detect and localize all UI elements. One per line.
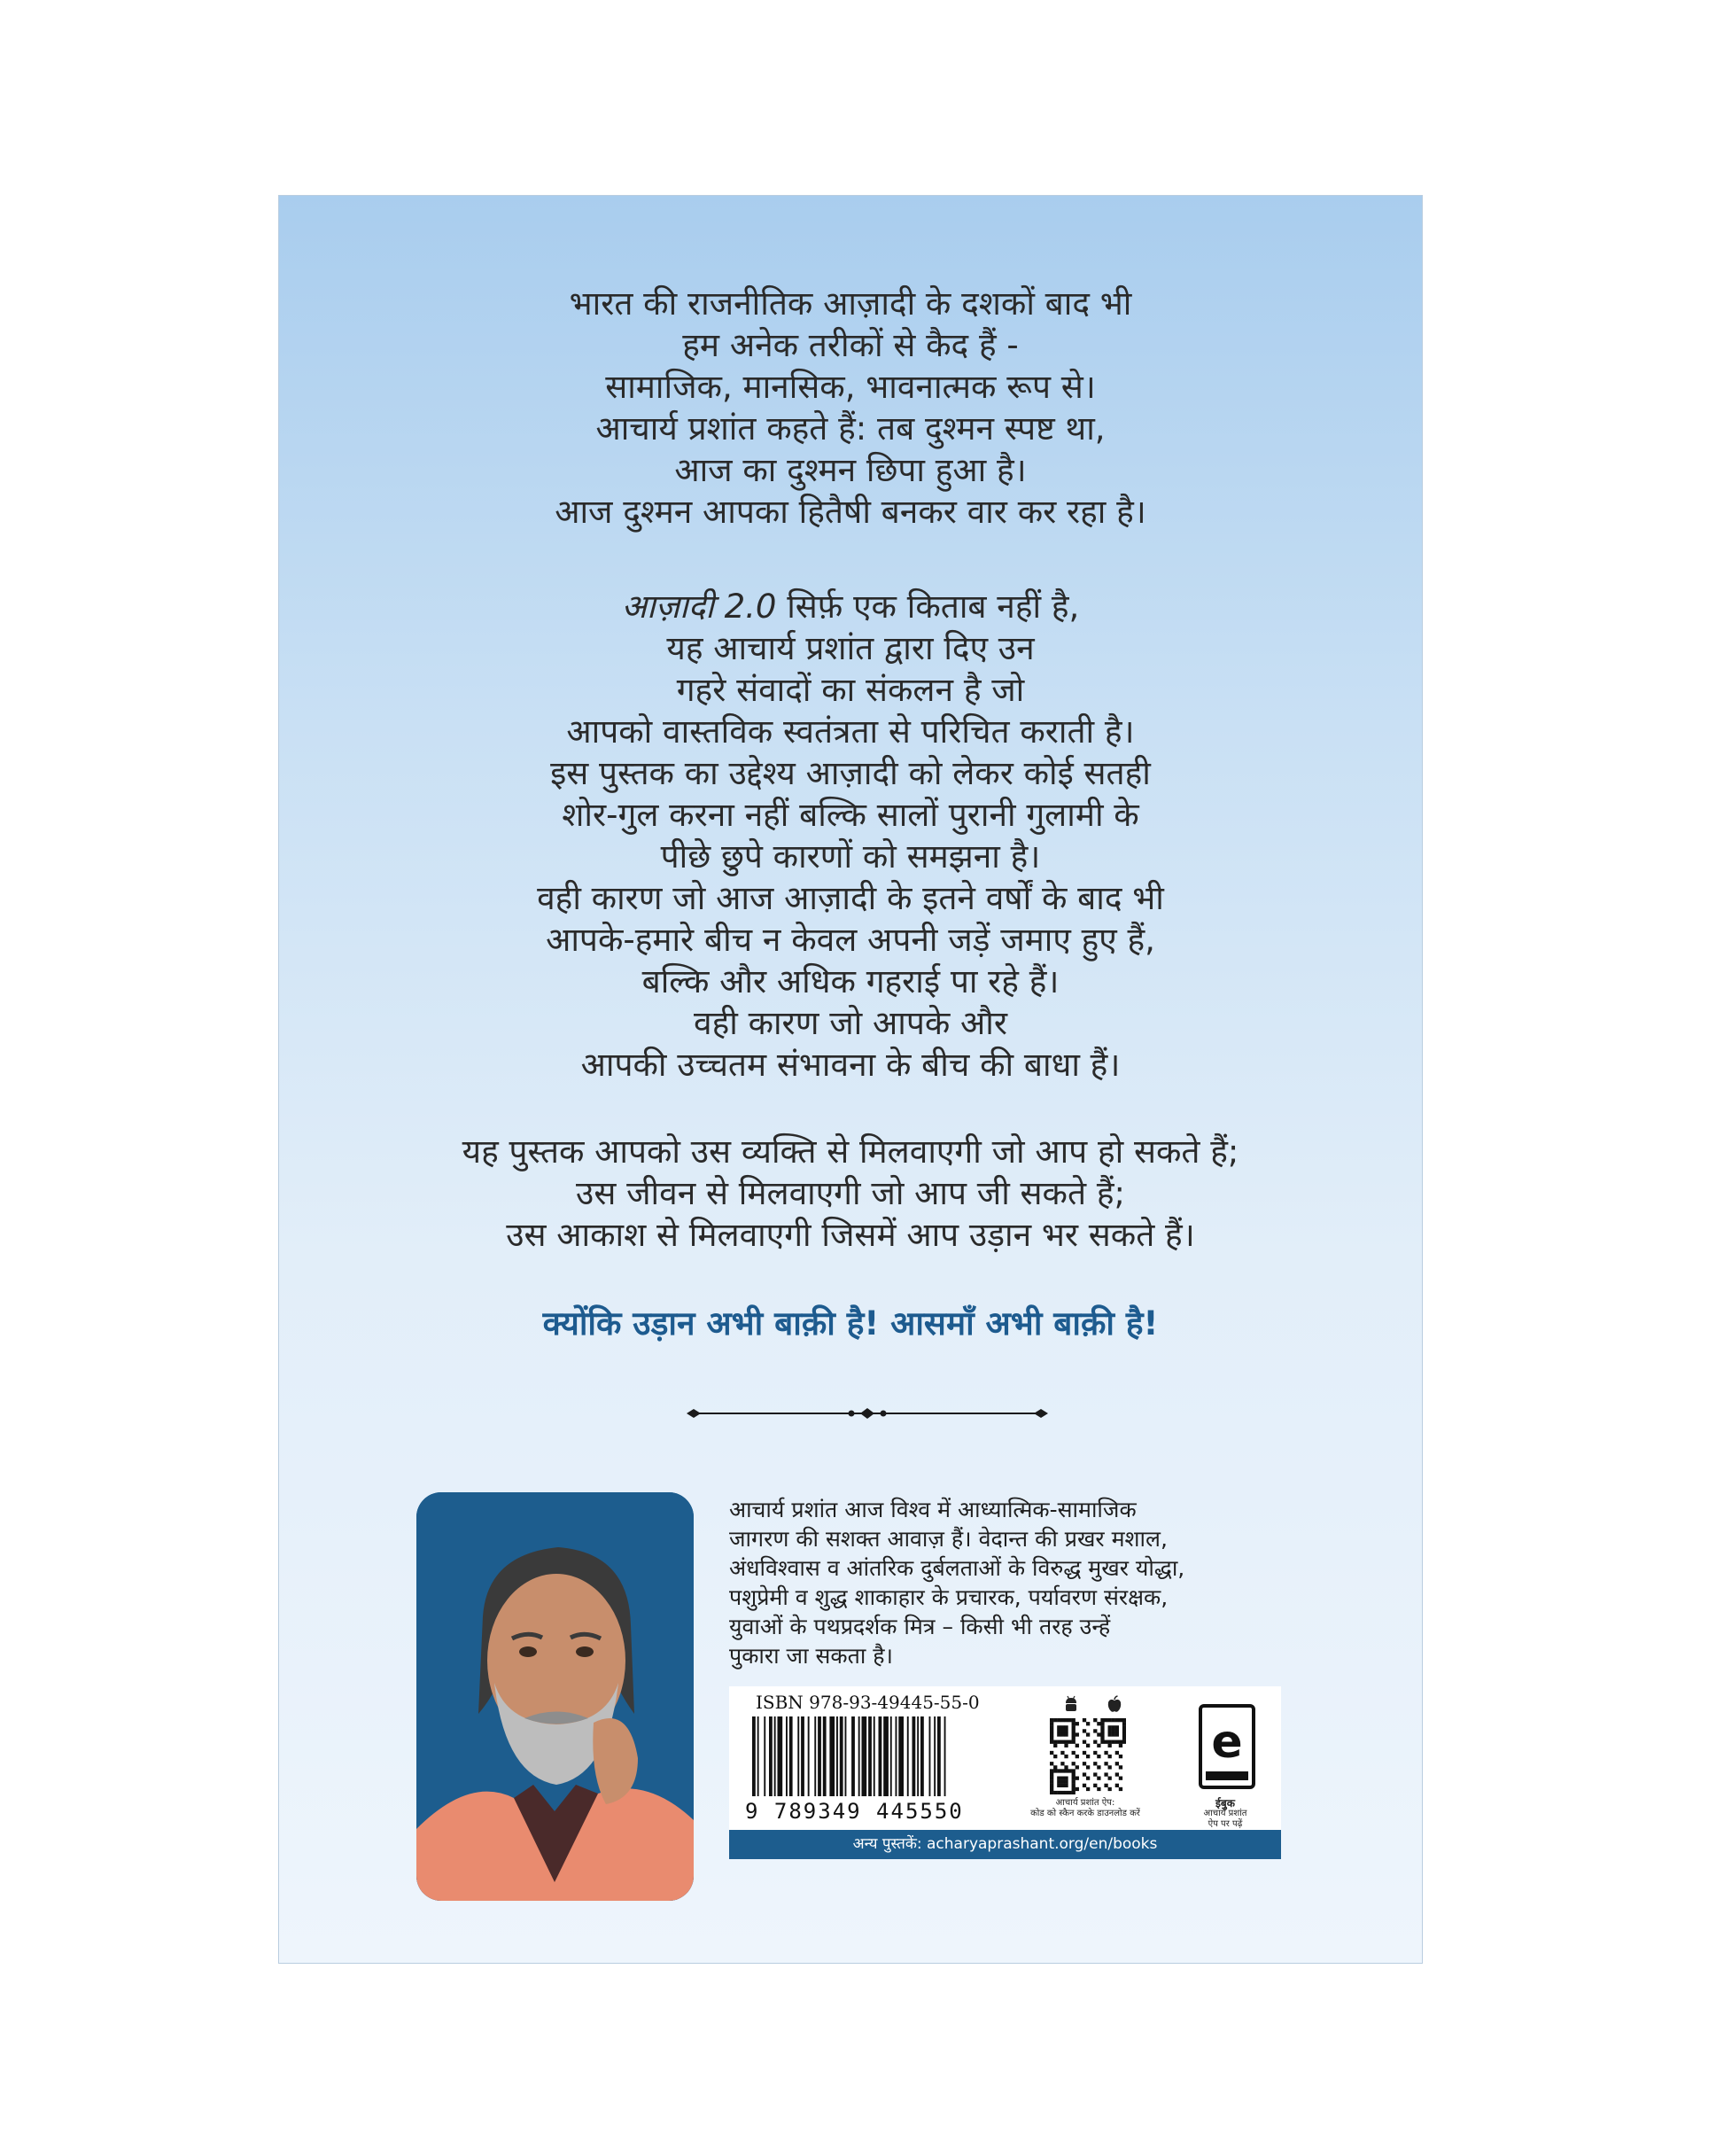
barcode-bar bbox=[801, 1716, 804, 1796]
qr-module bbox=[1072, 1729, 1076, 1732]
qr-module bbox=[1100, 1732, 1104, 1736]
qr-module bbox=[1115, 1751, 1119, 1755]
qr-module bbox=[1050, 1762, 1053, 1765]
qr-module bbox=[1112, 1740, 1115, 1744]
qr-module bbox=[1060, 1725, 1064, 1729]
qr-module bbox=[1083, 1762, 1086, 1765]
blurb-line: आपको वास्तविक स्वतंत्रता से परिचित कराती है। bbox=[566, 712, 1135, 751]
qr-module bbox=[1115, 1772, 1119, 1776]
qr-module bbox=[1083, 1718, 1086, 1722]
qr-module bbox=[1064, 1744, 1068, 1747]
bio-line: पशुप्रेमी व शुद्ध शाकाहार के प्रचारक, पर्यावरण संरक्षक, bbox=[729, 1584, 1169, 1610]
qr-module bbox=[1086, 1732, 1090, 1736]
qr-module bbox=[1086, 1744, 1090, 1747]
qr-module bbox=[1108, 1744, 1112, 1747]
qr-module bbox=[1122, 1740, 1126, 1744]
barcode-bar bbox=[764, 1716, 765, 1796]
qr-module bbox=[1100, 1722, 1104, 1725]
qr-module bbox=[1076, 1787, 1079, 1791]
barcode-bar bbox=[929, 1716, 931, 1796]
qr-module bbox=[1072, 1769, 1076, 1772]
qr-module bbox=[1072, 1784, 1076, 1787]
barcode-bar bbox=[862, 1716, 867, 1796]
qr-module bbox=[1060, 1791, 1064, 1794]
qr-module bbox=[1108, 1725, 1112, 1729]
qr-module bbox=[1097, 1787, 1100, 1791]
bio-line: जागरण की सशक्त आवाज़ हैं। वेदान्त की प्रखर मशाल, bbox=[729, 1526, 1168, 1552]
blurb-line-rest: सिर्फ़ एक किताब नहीं है, bbox=[776, 588, 1080, 626]
barcode-bar bbox=[851, 1716, 855, 1796]
qr-module bbox=[1064, 1755, 1068, 1758]
qr-module bbox=[1050, 1736, 1053, 1740]
qr-module bbox=[1076, 1722, 1079, 1725]
qr-module bbox=[1108, 1718, 1112, 1722]
qr-module bbox=[1064, 1725, 1068, 1729]
barcode-bar bbox=[836, 1716, 838, 1796]
author-bio bbox=[729, 1495, 1281, 1670]
qr-module bbox=[1115, 1762, 1119, 1765]
qr-module bbox=[1053, 1765, 1057, 1769]
ebook-caption-line: आचार्य प्रशांत bbox=[1203, 1809, 1247, 1818]
qr-module bbox=[1050, 1718, 1053, 1722]
qr-module bbox=[1076, 1744, 1079, 1747]
blurb-line: वही कारण जो आज आज़ादी के इतने वर्षों के बाद भी bbox=[537, 879, 1164, 917]
blurb-line: आज का दुश्मन छिपा हुआ है। bbox=[674, 451, 1027, 489]
qr-module bbox=[1064, 1769, 1068, 1772]
qr-module bbox=[1097, 1732, 1100, 1736]
barcode-bar bbox=[883, 1716, 889, 1796]
barcode-bar bbox=[912, 1716, 916, 1796]
qr-module bbox=[1050, 1732, 1053, 1736]
qr-module bbox=[1076, 1755, 1079, 1758]
other-books-link[interactable]: अन्य पुस्तकें: acharyaprashant.org/en/books bbox=[729, 1830, 1281, 1859]
bio-line: युवाओं के पथप्रदर्शक मित्र – किसी भी तरह उन्हें bbox=[729, 1614, 1111, 1639]
qr-module bbox=[1115, 1718, 1119, 1722]
blurb-line bbox=[279, 586, 1422, 627]
qr-module bbox=[1050, 1791, 1053, 1794]
qr-module bbox=[1093, 1762, 1097, 1765]
qr-module bbox=[1076, 1777, 1079, 1780]
qr-module bbox=[1100, 1740, 1104, 1744]
qr-module bbox=[1112, 1725, 1115, 1729]
qr-module bbox=[1057, 1784, 1060, 1787]
qr-module bbox=[1122, 1729, 1126, 1732]
qr-module bbox=[1064, 1780, 1068, 1784]
qr-module bbox=[1112, 1718, 1115, 1722]
blurb-line: यह आचार्य प्रशांत द्वारा दिए उन bbox=[666, 629, 1035, 667]
qr-module bbox=[1057, 1769, 1060, 1772]
blurb-line: गहरे संवादों का संकलन है जो bbox=[676, 671, 1025, 709]
qr-caption-line: कोड को स्कैन करके डाउनलोड करें bbox=[1030, 1809, 1140, 1818]
barcode-bar bbox=[898, 1716, 904, 1796]
qr-module bbox=[1057, 1729, 1060, 1732]
barcode-bar bbox=[858, 1716, 860, 1796]
qr-module bbox=[1072, 1791, 1076, 1794]
apple-icon bbox=[1107, 1695, 1122, 1713]
qr-module bbox=[1050, 1777, 1053, 1780]
qr-module bbox=[1119, 1718, 1122, 1722]
blurb-line: उस आकाश से मिलवाएगी जिसमें आप उड़ान भर सकते हैं। bbox=[506, 1216, 1195, 1254]
qr-module bbox=[1050, 1769, 1053, 1772]
qr-module bbox=[1100, 1718, 1104, 1722]
ebook-caption bbox=[1181, 1798, 1270, 1830]
qr-module bbox=[1115, 1740, 1119, 1744]
qr-module bbox=[1122, 1732, 1126, 1736]
barcode-bar bbox=[808, 1716, 810, 1796]
qr-module bbox=[1053, 1755, 1057, 1758]
qr-module bbox=[1108, 1777, 1112, 1780]
qr-module bbox=[1104, 1751, 1107, 1755]
barcode-bar bbox=[769, 1716, 773, 1796]
qr-module bbox=[1115, 1784, 1119, 1787]
barcode-bar bbox=[934, 1716, 936, 1796]
qr-module bbox=[1097, 1744, 1100, 1747]
qr-module bbox=[1050, 1772, 1053, 1776]
qr-module bbox=[1060, 1784, 1064, 1787]
qr-module bbox=[1064, 1777, 1068, 1780]
barcode-bar bbox=[789, 1716, 793, 1796]
qr-module bbox=[1104, 1740, 1107, 1744]
qr-module bbox=[1093, 1751, 1097, 1755]
barcode-bar bbox=[937, 1716, 941, 1796]
barcode-bar bbox=[868, 1716, 872, 1796]
qr-module bbox=[1068, 1718, 1071, 1722]
qr-module bbox=[1083, 1740, 1086, 1744]
qr-module bbox=[1108, 1729, 1112, 1732]
qr-module bbox=[1122, 1722, 1126, 1725]
qr-module bbox=[1064, 1732, 1068, 1736]
barcode-bar bbox=[920, 1716, 924, 1796]
blurb-line: आचार्य प्रशांत कहते हैं: तब दुश्मन स्पष्ट था, bbox=[595, 409, 1106, 448]
barcode-panel bbox=[729, 1686, 1281, 1830]
qr-caption-line: आचार्य प्रशांत ऐप: bbox=[1055, 1798, 1115, 1808]
barcode-bar bbox=[774, 1716, 776, 1796]
barcode-bar bbox=[917, 1716, 919, 1796]
qr-module bbox=[1072, 1787, 1076, 1791]
qr-module bbox=[1057, 1777, 1060, 1780]
ebook-caption-line: ईबुक bbox=[1215, 1797, 1235, 1810]
qr-module bbox=[1060, 1769, 1064, 1772]
barcode-bar bbox=[896, 1716, 897, 1796]
qr-module bbox=[1100, 1725, 1104, 1729]
ebook-caption-line: ऐप पर पढ़ें bbox=[1208, 1819, 1243, 1829]
qr-caption bbox=[1023, 1798, 1147, 1819]
qr-module bbox=[1097, 1722, 1100, 1725]
qr-module bbox=[1097, 1755, 1100, 1758]
qr-module bbox=[1086, 1787, 1090, 1791]
qr-module bbox=[1072, 1777, 1076, 1780]
blurb-line: इस पुस्तक का उद्देश्य आज़ादी को लेकर कोई सतही bbox=[550, 754, 1151, 792]
qr-module bbox=[1122, 1718, 1126, 1722]
qr-module bbox=[1064, 1718, 1068, 1722]
barcode-bar bbox=[944, 1716, 946, 1796]
qr-module bbox=[1060, 1762, 1064, 1765]
qr-module bbox=[1050, 1740, 1053, 1744]
isbn-label: ISBN 978-93-49445-55-0 bbox=[756, 1692, 980, 1713]
qr-module bbox=[1097, 1765, 1100, 1769]
qr-module bbox=[1060, 1732, 1064, 1736]
qr-module bbox=[1064, 1729, 1068, 1732]
qr-module bbox=[1086, 1765, 1090, 1769]
barcode-bar bbox=[818, 1716, 821, 1796]
qr-module bbox=[1100, 1736, 1104, 1740]
blurb-paragraph-3 bbox=[279, 1131, 1422, 1256]
qr-module bbox=[1064, 1765, 1068, 1769]
qr-module bbox=[1057, 1780, 1060, 1784]
qr-module bbox=[1072, 1762, 1076, 1765]
blurb-line: सामाजिक, मानसिक, भावनात्मक रूप से। bbox=[605, 368, 1096, 406]
barcode-bar bbox=[752, 1716, 756, 1796]
qr-module bbox=[1050, 1787, 1053, 1791]
qr-module bbox=[1093, 1772, 1097, 1776]
qr-module bbox=[1108, 1755, 1112, 1758]
qr-module bbox=[1057, 1725, 1060, 1729]
qr-module bbox=[1093, 1718, 1097, 1722]
qr-module bbox=[1053, 1791, 1057, 1794]
qr-module bbox=[1108, 1740, 1112, 1744]
blurb-line: बल्कि और अधिक गहराई पा रहे हैं। bbox=[641, 962, 1060, 1000]
qr-module bbox=[1053, 1769, 1057, 1772]
qr-module bbox=[1083, 1772, 1086, 1776]
qr-module bbox=[1072, 1736, 1076, 1740]
qr-module bbox=[1057, 1718, 1060, 1722]
qr-module bbox=[1050, 1729, 1053, 1732]
blurb-line: हम अनेक तरीकों से कैद हैं - bbox=[682, 326, 1019, 364]
barcode-bar bbox=[890, 1716, 892, 1796]
qr-module bbox=[1100, 1729, 1104, 1732]
qr-module bbox=[1104, 1762, 1107, 1765]
qr-module bbox=[1072, 1751, 1076, 1755]
barcode-bar bbox=[840, 1716, 843, 1796]
blurb-line: यह पुस्तक आपको उस व्यक्ति से मिलवाएगी जो आप हो सकते हैं; bbox=[462, 1132, 1239, 1171]
blurb-line: शोर-गुल करना नहीं बल्कि सालों पुरानी गुलामी के bbox=[562, 796, 1139, 834]
author-portrait-icon bbox=[416, 1492, 694, 1901]
blurb-paragraph-2 bbox=[279, 586, 1422, 1086]
barcode-bar bbox=[797, 1716, 799, 1796]
qr-module bbox=[1083, 1729, 1086, 1732]
qr-module bbox=[1050, 1722, 1053, 1725]
divider-ornament-icon bbox=[687, 1403, 1048, 1424]
ebook-logo-letter: e bbox=[1211, 1716, 1243, 1769]
book-title-italic: आज़ादी 2.0 bbox=[621, 588, 777, 626]
qr-module bbox=[1068, 1769, 1071, 1772]
qr-module bbox=[1104, 1784, 1107, 1787]
qr-module bbox=[1108, 1765, 1112, 1769]
barcode-bar bbox=[778, 1716, 783, 1796]
qr-module bbox=[1064, 1784, 1068, 1787]
qr-module bbox=[1093, 1740, 1097, 1744]
qr-module bbox=[1060, 1751, 1064, 1755]
qr-module bbox=[1072, 1722, 1076, 1725]
barcode-bar bbox=[829, 1716, 835, 1796]
qr-module bbox=[1064, 1740, 1068, 1744]
qr-module bbox=[1050, 1784, 1053, 1787]
qr-module bbox=[1122, 1736, 1126, 1740]
bio-line: पुकारा जा सकता है। bbox=[729, 1643, 894, 1669]
qr-module bbox=[1119, 1755, 1122, 1758]
qr-module bbox=[1119, 1765, 1122, 1769]
qr-module bbox=[1112, 1732, 1115, 1736]
barcode-bar bbox=[907, 1716, 909, 1796]
qr-module bbox=[1064, 1791, 1068, 1794]
qr-module bbox=[1104, 1772, 1107, 1776]
qr-module bbox=[1072, 1725, 1076, 1729]
tagline: क्योंकि उड़ान अभी बाक़ी है! आसमाँ अभी बाक़ी है! bbox=[542, 1304, 1159, 1343]
barcode-bar bbox=[786, 1716, 788, 1796]
qr-module bbox=[1104, 1718, 1107, 1722]
qr-module bbox=[1076, 1732, 1079, 1736]
qr-module bbox=[1068, 1791, 1071, 1794]
qr-module bbox=[1119, 1744, 1122, 1747]
android-icon bbox=[1062, 1695, 1080, 1713]
qr-module bbox=[1086, 1722, 1090, 1725]
qr-module bbox=[1057, 1732, 1060, 1736]
barcode-bar bbox=[845, 1716, 847, 1796]
blurb-line: आपके-हमारे बीच न केवल अपनी जड़ें जमाए हुए हैं, bbox=[546, 921, 1155, 959]
qr-module bbox=[1068, 1740, 1071, 1744]
qr-module bbox=[1057, 1791, 1060, 1794]
qr-module bbox=[1119, 1787, 1122, 1791]
qr-module bbox=[1119, 1740, 1122, 1744]
qr-module bbox=[1115, 1725, 1119, 1729]
barcode-number: 9 789349 445550 bbox=[745, 1799, 964, 1824]
qr-module bbox=[1050, 1751, 1053, 1755]
qr-module bbox=[1093, 1784, 1097, 1787]
barcode-bar bbox=[874, 1716, 875, 1796]
blurb-line: भारत की राजनीतिक आज़ादी के दशकों बाद भी bbox=[569, 284, 1132, 323]
qr-module bbox=[1060, 1780, 1064, 1784]
qr-module bbox=[1086, 1755, 1090, 1758]
qr-module bbox=[1115, 1732, 1119, 1736]
qr-module bbox=[1097, 1777, 1100, 1780]
qr-module bbox=[1119, 1777, 1122, 1780]
blurb-line: आपकी उच्चतम संभावना के बीच की बाधा हैं। bbox=[580, 1046, 1121, 1084]
qr-module bbox=[1122, 1725, 1126, 1729]
qr-module bbox=[1060, 1740, 1064, 1744]
ebook-logo-icon bbox=[1199, 1704, 1255, 1789]
qr-module bbox=[1060, 1729, 1064, 1732]
barcode-bar bbox=[879, 1716, 882, 1796]
blurb-line: आज दुश्मन आपका हितैषी बनकर वार कर रहा है। bbox=[555, 493, 1146, 531]
qr-module bbox=[1053, 1718, 1057, 1722]
qr-code-icon bbox=[1050, 1718, 1126, 1794]
blurb-line: वही कारण जो आपके और bbox=[694, 1004, 1007, 1042]
blurb-line: उस जीवन से मिलवाएगी जो आप जी सकते हैं; bbox=[576, 1174, 1125, 1212]
barcode-bar bbox=[814, 1716, 816, 1796]
barcode-bar bbox=[757, 1716, 759, 1796]
qr-module bbox=[1072, 1718, 1076, 1722]
qr-module bbox=[1060, 1718, 1064, 1722]
blurb-paragraph-1 bbox=[279, 283, 1422, 533]
qr-module bbox=[1108, 1787, 1112, 1791]
qr-module bbox=[1072, 1732, 1076, 1736]
qr-module bbox=[1076, 1765, 1079, 1769]
qr-module bbox=[1072, 1740, 1076, 1744]
qr-module bbox=[1115, 1729, 1119, 1732]
bio-line: अंधविश्वास व आंतरिक दुर्बलताओं के विरुद्ध मुखर योद्धा, bbox=[729, 1555, 1185, 1581]
barcode-icon bbox=[749, 1716, 1006, 1798]
qr-module bbox=[1053, 1744, 1057, 1747]
qr-module bbox=[1108, 1732, 1112, 1736]
qr-module bbox=[1086, 1777, 1090, 1780]
qr-module bbox=[1083, 1751, 1086, 1755]
author-photo bbox=[416, 1492, 694, 1901]
book-back-cover bbox=[278, 195, 1423, 1964]
qr-module bbox=[1072, 1772, 1076, 1776]
qr-module bbox=[1057, 1740, 1060, 1744]
qr-module bbox=[1112, 1729, 1115, 1732]
qr-module bbox=[1083, 1784, 1086, 1787]
barcode-bar bbox=[823, 1716, 827, 1796]
qr-module bbox=[1060, 1777, 1064, 1780]
qr-module bbox=[1093, 1729, 1097, 1732]
blurb-line: पीछे छुपे कारणों को समझना है। bbox=[660, 837, 1041, 876]
qr-module bbox=[1053, 1740, 1057, 1744]
qr-module bbox=[1050, 1725, 1053, 1729]
qr-module bbox=[1050, 1780, 1053, 1784]
qr-module bbox=[1072, 1780, 1076, 1784]
bio-line: आचार्य प्रशांत आज विश्व में आध्यात्मिक-सामाजिक bbox=[729, 1497, 1137, 1522]
